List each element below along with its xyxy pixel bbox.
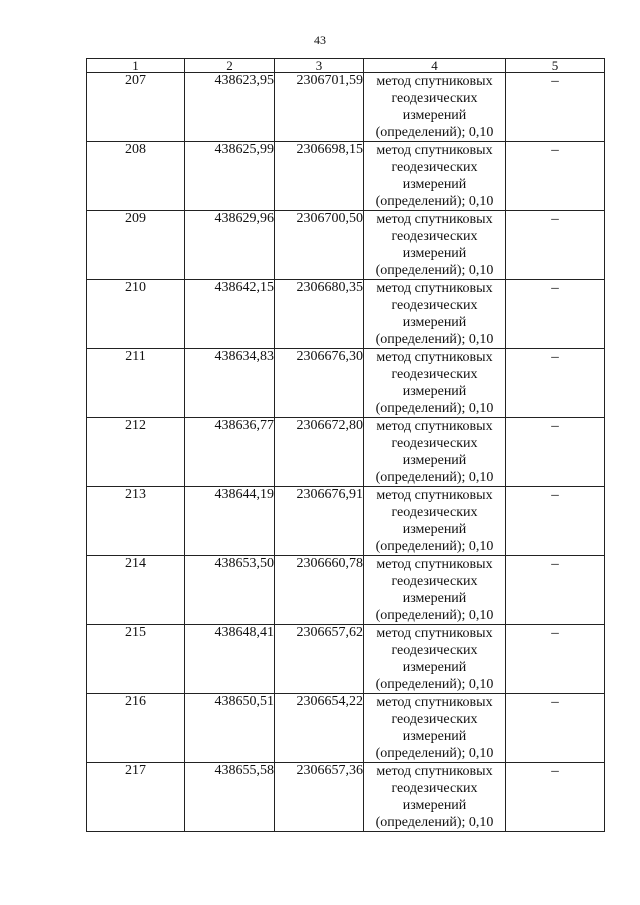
method-line: метод спутниковых [376,764,493,779]
note-cell: – [506,211,605,280]
method-line: геодезических [391,91,478,106]
method-line: (определений); 0,10 [375,677,494,692]
note-cell: – [506,142,605,211]
x-coordinate: 438629,96 [185,211,275,280]
method-cell [364,694,506,763]
method-line: (определений); 0,10 [375,194,494,209]
column-header: 3 [275,59,364,73]
method-line: измерений [402,522,467,537]
y-coordinate: 2306657,36 [275,763,364,832]
point-number: 215 [87,625,185,694]
table-header-row [87,59,605,73]
y-coordinate: 2306654,22 [275,694,364,763]
method-line: метод спутниковых [376,350,493,365]
method-line: (определений); 0,10 [375,608,494,623]
note-cell: – [506,73,605,142]
method-cell [364,418,506,487]
method-line: (определений); 0,10 [375,746,494,761]
y-coordinate: 2306676,91 [275,487,364,556]
method-line: (определений); 0,10 [375,263,494,278]
x-coordinate: 438653,50 [185,556,275,625]
x-coordinate: 438634,83 [185,349,275,418]
method-line: измерений [402,246,467,261]
point-number: 217 [87,763,185,832]
method-line: геодезических [391,643,478,658]
method-line: (определений); 0,10 [375,539,494,554]
method-line: (определений); 0,10 [375,332,494,347]
page-number: 43 [314,33,326,47]
method-cell [364,556,506,625]
method-line: геодезических [391,712,478,727]
method-line: измерений [402,729,467,744]
table-row [87,487,605,556]
point-number: 211 [87,349,185,418]
table-row [87,349,605,418]
table-row [87,763,605,832]
method-line: измерений [402,798,467,813]
method-line: метод спутниковых [376,557,493,572]
x-coordinate: 438655,58 [185,763,275,832]
method-line: геодезических [391,367,478,382]
method-cell [364,280,506,349]
method-line: метод спутниковых [376,281,493,296]
point-number: 208 [87,142,185,211]
y-coordinate: 2306701,59 [275,73,364,142]
method-line: метод спутниковых [376,419,493,434]
note-cell: – [506,487,605,556]
column-header: 1 [87,59,185,73]
method-line: геодезических [391,229,478,244]
note-cell: – [506,556,605,625]
x-coordinate: 438644,19 [185,487,275,556]
method-line: метод спутниковых [376,143,493,158]
method-line: измерений [402,315,467,330]
method-cell [364,73,506,142]
column-header: 5 [506,59,605,73]
method-line: (определений); 0,10 [375,125,494,140]
column-header: 4 [364,59,506,73]
method-line: измерений [402,108,467,123]
point-number: 207 [87,73,185,142]
method-line: метод спутниковых [376,74,493,89]
method-line: метод спутниковых [376,488,493,503]
table-row [87,280,605,349]
method-line: измерений [402,453,467,468]
point-number: 212 [87,418,185,487]
note-cell: – [506,349,605,418]
method-line: измерений [402,660,467,675]
method-line: метод спутниковых [376,695,493,710]
method-line: геодезических [391,505,478,520]
table-row [87,211,605,280]
table-row [87,73,605,142]
method-line: (определений); 0,10 [375,815,494,830]
method-line: измерений [402,177,467,192]
method-cell [364,349,506,418]
note-cell: – [506,763,605,832]
coordinates-table [86,58,605,832]
method-line: геодезических [391,574,478,589]
note-cell: – [506,625,605,694]
column-header: 2 [185,59,275,73]
method-line: геодезических [391,781,478,796]
y-coordinate: 2306657,62 [275,625,364,694]
method-cell [364,625,506,694]
note-cell: – [506,694,605,763]
method-cell [364,142,506,211]
method-line: геодезических [391,436,478,451]
y-coordinate: 2306698,15 [275,142,364,211]
method-line: метод спутниковых [376,626,493,641]
point-number: 213 [87,487,185,556]
y-coordinate: 2306660,78 [275,556,364,625]
point-number: 210 [87,280,185,349]
table-row [87,418,605,487]
table-row [87,142,605,211]
point-number: 214 [87,556,185,625]
y-coordinate: 2306700,50 [275,211,364,280]
x-coordinate: 438625,99 [185,142,275,211]
method-line: измерений [402,591,467,606]
method-line: геодезических [391,160,478,175]
x-coordinate: 438623,95 [185,73,275,142]
x-coordinate: 438650,51 [185,694,275,763]
method-cell [364,211,506,280]
note-cell: – [506,280,605,349]
point-number: 209 [87,211,185,280]
method-cell [364,487,506,556]
method-line: (определений); 0,10 [375,470,494,485]
table-row [87,694,605,763]
method-line: геодезических [391,298,478,313]
y-coordinate: 2306676,30 [275,349,364,418]
method-cell [364,763,506,832]
x-coordinate: 438636,77 [185,418,275,487]
y-coordinate: 2306680,35 [275,280,364,349]
method-line: метод спутниковых [376,212,493,227]
point-number: 216 [87,694,185,763]
method-line: (определений); 0,10 [375,401,494,416]
x-coordinate: 438642,15 [185,280,275,349]
table-row [87,556,605,625]
x-coordinate: 438648,41 [185,625,275,694]
table-body [87,73,605,832]
table-row [87,625,605,694]
method-line: измерений [402,384,467,399]
y-coordinate: 2306672,80 [275,418,364,487]
note-cell: – [506,418,605,487]
